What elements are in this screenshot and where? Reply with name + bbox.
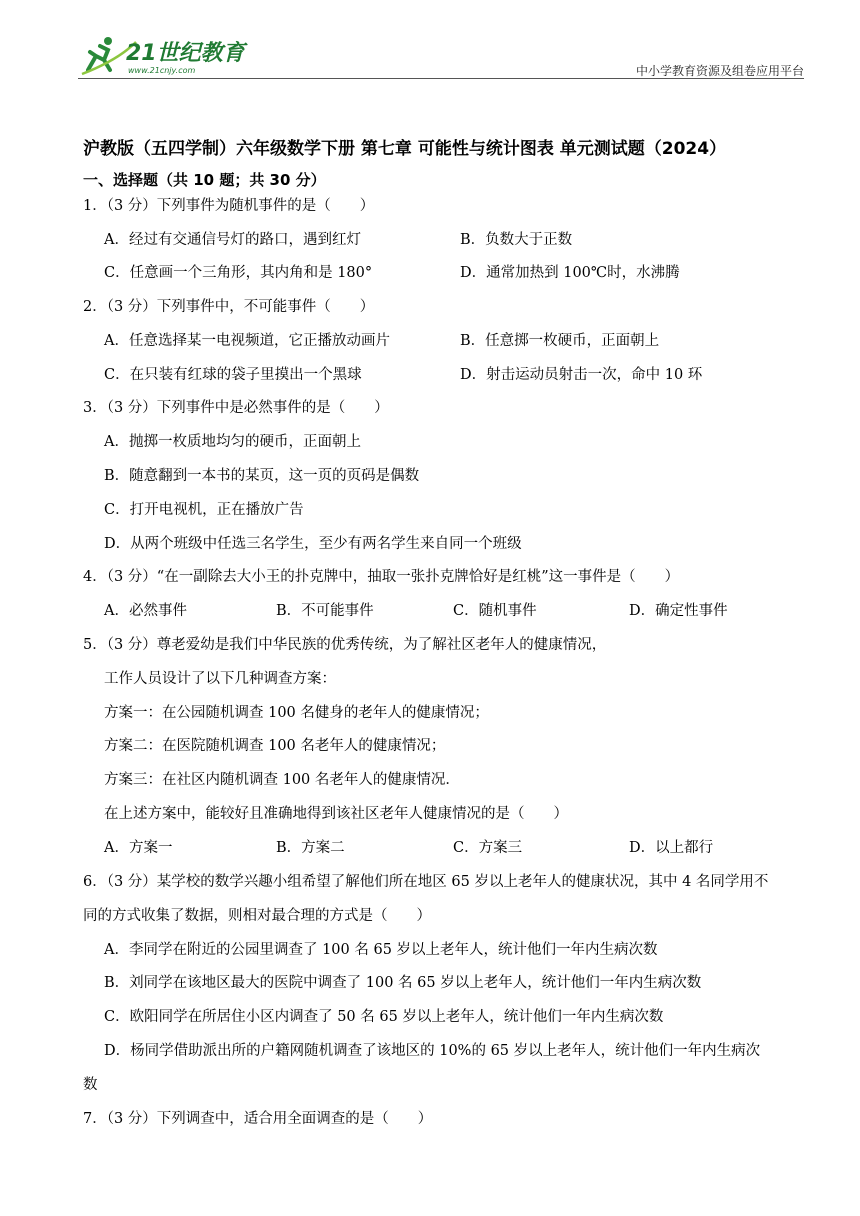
logo-url: www.21cnjy.com [128,66,196,75]
question-6-option-c: C．欧阳同学在所居住小区内调查了 50 名 65 岁以上老年人，统计他们一年内生病次数 [104,1009,664,1025]
question-1-option-c: C．任意画一个三角形，其内角和是 180° [104,265,373,281]
logo [78,30,248,76]
question-1-option-a: A．经过有交通信号灯的路口，遇到红灯 [104,232,361,248]
question-4-option-d: D．确定性事件 [629,603,728,619]
question-5-option-c: C．方案三 [453,840,523,856]
question-6-stem: 6．（3 分）某学校的数学兴趣小组希望了解他们所在地区 65 岁以上老年人的健康状况，其中 4 名同学用不 [83,874,769,890]
page-header [78,30,804,78]
question-2-option-a: A．任意选择某一电视频道，它正播放动画片 [104,333,390,349]
question-3-stem: 3．（3 分）下列事件中是必然事件的是（ ） [83,400,389,416]
question-5-line-5: 在上述方案中，能较好且准确地得到该社区老年人健康情况的是（ ） [104,806,568,822]
question-5-line-2: 方案一：在公园随机调查 100 名健身的老年人的健康情况； [104,705,489,721]
question-5-line-3: 方案二：在医院随机调查 100 名老年人的健康情况； [104,738,446,754]
question-4-option-a: A．必然事件 [104,603,187,619]
section-heading: 一、选择题（共 10 题；共 30 分） [83,171,326,189]
question-6-option-b: B．刘同学在该地区最大的医院中调查了 100 名 65 岁以上老年人，统计他们一年内生病次数 [104,975,702,991]
question-2-option-d: D．射击运动员射击一次，命中 10 环 [460,367,703,383]
header-divider [78,78,804,79]
question-5-stem: 5．（3 分）尊老爱幼是我们中华民族的优秀传统，为了解社区老年人的健康情况， [83,637,607,653]
question-5-option-b: B．方案二 [276,840,345,856]
question-2-stem: 2．（3 分）下列事件中，不可能事件（ ） [83,299,375,315]
question-2-option-c: C．在只装有红球的袋子里摸出一个黑球 [104,367,362,383]
question-1-option-b: B．负数大于正数 [460,232,573,248]
question-6-option-d: D．杨同学借助派出所的户籍网随机调查了该地区的 10%的 65 岁以上老年人，统计他们一年内生病次 [104,1043,761,1059]
document-title: 沪教版（五四学制）六年级数学下册 第七章 可能性与统计图表 单元测试题（2024） [83,139,727,159]
question-7-stem: 7．（3 分）下列调查中，适合用全面调查的是（ ） [83,1111,433,1127]
question-6-stem-cont: 同的方式收集了数据，则相对最合理的方式是（ ） [83,908,431,924]
question-3-option-b: B．随意翻到一本书的某页，这一页的页码是偶数 [104,468,420,484]
question-2-option-b: B．任意掷一枚硬币，正面朝上 [460,333,660,349]
question-5-option-d: D．以上都行 [629,840,714,856]
question-1-option-d: D．通常加热到 100℃时，水沸腾 [460,265,680,281]
question-5-line-4: 方案三：在社区内随机调查 100 名老年人的健康情况． [104,772,460,788]
question-6-option-d-cont: 数 [83,1077,98,1093]
question-3-option-a: A．抛掷一枚质地均匀的硬币，正面朝上 [104,434,361,450]
logo-text: 21世纪教育 [126,41,245,66]
question-4-option-c: C．随机事件 [453,603,537,619]
question-3-option-c: C．打开电视机，正在播放广告 [104,502,304,518]
platform-name: 中小学教育资源及组卷应用平台 [635,64,804,78]
question-4-stem: 4．（3 分）“在一副除去大小王的扑克牌中，抽取一张扑克牌恰好是红桃”这一事件是（ ） [83,569,680,585]
question-6-option-a: A．李同学在附近的公园里调查了 100 名 65 岁以上老年人，统计他们一年内生病次数 [104,942,658,958]
question-3-option-d: D．从两个班级中任选三名学生，至少有两名学生来自同一个班级 [104,536,522,552]
question-4-option-b: B．不可能事件 [276,603,374,619]
question-1-stem: 1．（3 分）下列事件为随机事件的是（ ） [83,198,375,214]
question-5-option-a: A．方案一 [104,840,173,856]
question-5-line-1: 工作人员设计了以下几种调查方案： [104,671,336,687]
